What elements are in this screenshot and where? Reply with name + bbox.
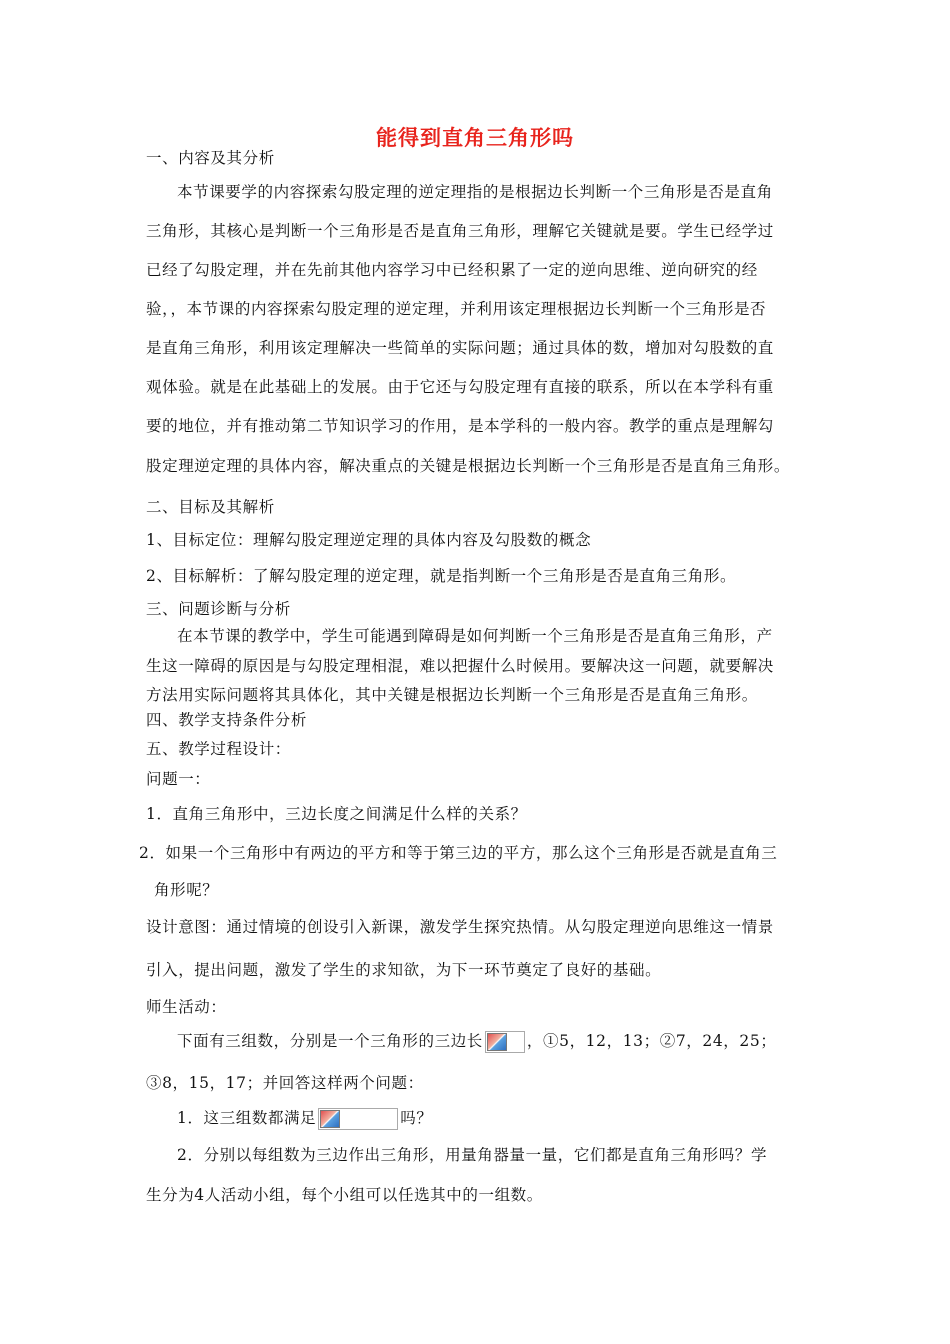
paragraph-line: 已经了勾股定理，并在先前其他内容学习中已经积累了一定的逆向思维、逆向研究的经 <box>146 261 758 279</box>
activity-text-2: ，①5，12，13；②7，24，25； <box>526 1032 777 1050</box>
question-text-end: 吗？ <box>400 1109 433 1127</box>
paragraph-line: 是直角三角形，利用该定理解决一些简单的实际问题；通过具体的数，增加对勾股数的直 <box>146 339 774 357</box>
question-item: 2．分别以每组数为三边作出三角形，用量角器量一量，它们都是直角三角形吗？学 <box>177 1146 768 1164</box>
paragraph-line: 1、目标定位：理解勾股定理逆定理的具体内容及勾股数的概念 <box>146 531 592 549</box>
section-heading: 四、教学支持条件分析 <box>146 711 308 729</box>
paragraph-line: 师生活动： <box>146 998 227 1016</box>
section-heading: 五、教学过程设计： <box>146 740 291 758</box>
paragraph-line: 生分为4人活动小组，每个小组可以任选其中的一组数。 <box>146 1186 543 1204</box>
paragraph-line: 观体验。就是在此基础上的发展。由于它还与勾股定理有直接的联系，所以在本学科有重 <box>146 378 774 396</box>
paragraph-line: 设计意图：通过情境的创设引入新课，激发学生探究热情。从勾股定理逆向思维这一情景 <box>146 918 774 936</box>
paragraph-line: 三角形，其核心是判断一个三角形是否是直角三角形，理解它关键就是要。学生已经学过 <box>146 222 774 240</box>
paragraph-line: 股定理逆定理的具体内容，解决重点的关键是根据边长判断一个三角形是否是直角三角形。 <box>146 457 791 475</box>
question-line <box>177 1106 432 1130</box>
question-text: 1．这三组数都满足 <box>177 1109 317 1127</box>
section-heading: 一、内容及其分析 <box>146 149 275 167</box>
activity-line <box>177 1029 776 1053</box>
paragraph-line: 生这一障碍的原因是与勾股定理相混，难以把握什么时候用。要解决这一问题，就要解决 <box>146 657 774 675</box>
section-heading: 三、问题诊断与分析 <box>146 600 291 618</box>
document-title: 能得到直角三角形吗 <box>376 126 574 150</box>
activity-text: 下面有三组数，分别是一个三角形的三边长 <box>177 1032 483 1050</box>
paragraph-line: 本节课要学的内容探索勾股定理的逆定理指的是根据边长判断一个三角形是否是直角 <box>177 183 773 201</box>
paragraph-line: 问题一： <box>146 770 211 788</box>
paragraph-line: 要的地位，并有推动第二节知识学习的作用，是本学科的一般内容。教学的重点是理解勾 <box>146 417 774 435</box>
paragraph-line: 引入，提出问题，激发了学生的求知欲，为下一环节奠定了良好的基础。 <box>146 961 662 979</box>
paragraph-line: 在本节课的教学中，学生可能遇到障碍是如何判断一个三角形是否是直角三角形，产 <box>177 627 773 645</box>
question-item: 1．直角三角形中，三边长度之间满足什么样的关系？ <box>146 805 527 823</box>
section-heading: 二、目标及其解析 <box>146 498 275 516</box>
question-item: 2．如果一个三角形中有两边的平方和等于第三边的平方，那么这个三角形是否就是直角三 <box>139 844 778 862</box>
question-item-cont: 角形呢？ <box>154 881 219 899</box>
paragraph-line: 方法用实际问题将其具体化，其中关键是根据边长判断一个三角形是否是直角三角形。 <box>146 686 758 704</box>
formula-image-icon <box>318 1108 398 1130</box>
paragraph-line: 2、目标解析：了解勾股定理的逆定理，就是指判断一个三角形是否是直角三角形。 <box>146 567 737 585</box>
paragraph-line: ③8，15，17；并回答这样两个问题： <box>146 1074 424 1092</box>
formula-image-icon <box>485 1031 525 1053</box>
paragraph-line: 验，，本节课的内容探索勾股定理的逆定理，并利用该定理根据边长判断一个三角形是否 <box>146 300 767 318</box>
